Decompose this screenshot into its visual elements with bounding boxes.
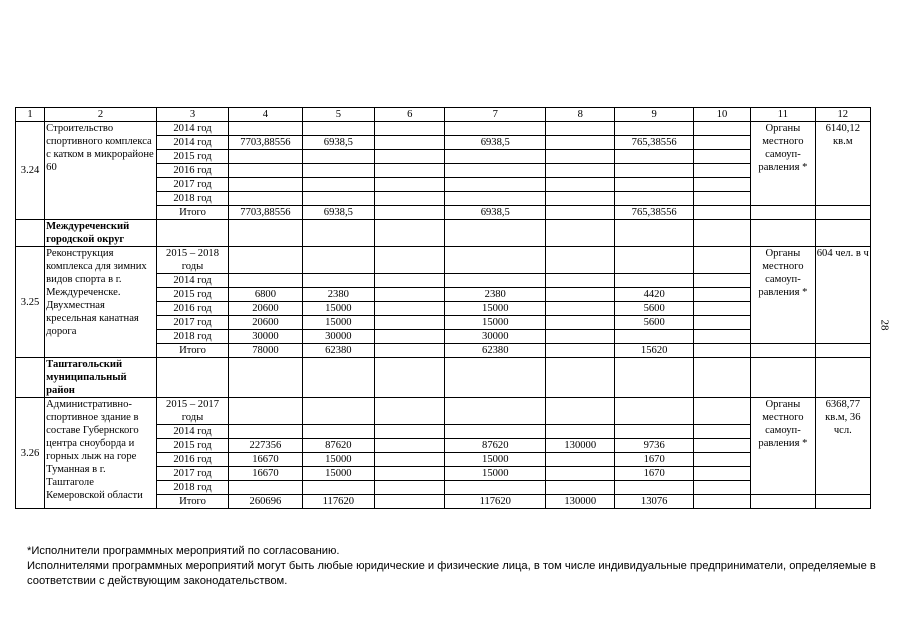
value-cell: 20600 (229, 316, 302, 330)
year-cell: Итого (156, 495, 228, 509)
value-cell (302, 247, 374, 274)
value-cell (375, 344, 445, 358)
value-cell: 117620 (302, 495, 374, 509)
value-cell (229, 481, 302, 495)
column-header: 7 (445, 108, 546, 122)
year-cell: 2017 год (156, 316, 228, 330)
value-cell: 7703,88556 (229, 136, 302, 150)
year-cell: 2017 год (156, 178, 228, 192)
value-cell (229, 398, 302, 425)
section-num-cell (16, 358, 45, 398)
page-number: 28 (878, 319, 891, 331)
value-cell (693, 398, 750, 425)
value-cell: 30000 (302, 330, 374, 344)
value-cell (445, 122, 546, 136)
section-empty-cell (375, 358, 445, 398)
section-empty-cell (615, 220, 693, 247)
value-cell (615, 481, 693, 495)
value-cell (229, 425, 302, 439)
value-cell (375, 274, 445, 288)
value-cell (375, 302, 445, 316)
value-cell (302, 192, 374, 206)
value-cell (302, 425, 374, 439)
value-cell (693, 150, 750, 164)
value-cell: 4420 (615, 288, 693, 302)
value-cell (546, 247, 615, 274)
value-cell (546, 192, 615, 206)
year-cell: 2015 год (156, 288, 228, 302)
value-cell (375, 425, 445, 439)
result-cell: 604 чел. в ч (815, 247, 870, 344)
item-number: 3.26 (16, 398, 45, 509)
section-empty-cell (546, 220, 615, 247)
column-header: 3 (156, 108, 228, 122)
section-title: Таштагольский муниципальный район (45, 358, 157, 398)
value-cell: 765,38556 (615, 206, 693, 220)
responsible-empty-cell (751, 344, 815, 358)
column-header: 1 (16, 108, 45, 122)
value-cell: 117620 (445, 495, 546, 509)
year-cell: 2016 год (156, 453, 228, 467)
value-cell (546, 150, 615, 164)
value-cell (375, 150, 445, 164)
value-cell (375, 122, 445, 136)
value-cell (375, 398, 445, 425)
value-cell (445, 398, 546, 425)
result-empty-cell (815, 206, 870, 220)
value-cell: 130000 (546, 439, 615, 453)
value-cell (546, 288, 615, 302)
value-cell (375, 178, 445, 192)
value-cell (375, 206, 445, 220)
section-empty-cell (751, 220, 815, 247)
year-cell: 2015 год (156, 150, 228, 164)
value-cell (375, 164, 445, 178)
column-header: 12 (815, 108, 870, 122)
value-cell: 87620 (302, 439, 374, 453)
section-empty-cell (693, 358, 750, 398)
result-empty-cell (815, 495, 870, 509)
column-header: 6 (375, 108, 445, 122)
value-cell (615, 247, 693, 274)
year-cell: Итого (156, 206, 228, 220)
value-cell (229, 122, 302, 136)
value-cell (693, 136, 750, 150)
value-cell (615, 398, 693, 425)
year-cell: 2016 год (156, 164, 228, 178)
value-cell (445, 481, 546, 495)
year-cell: 2015 – 2018 годы (156, 247, 228, 274)
value-cell (546, 316, 615, 330)
column-header: 4 (229, 108, 302, 122)
item-name: Строительство спортивного комплекса с катком в микрорайоне 60 (45, 122, 157, 220)
responsible-cell: Органы местного самоуп-равления * (751, 122, 815, 206)
section-row (16, 220, 871, 247)
value-cell (302, 150, 374, 164)
section-empty-cell (693, 220, 750, 247)
year-cell: 2015 – 2017 годы (156, 398, 228, 425)
value-cell (546, 206, 615, 220)
value-cell (693, 247, 750, 274)
value-cell (693, 453, 750, 467)
value-cell: 13076 (615, 495, 693, 509)
value-cell: 6938,5 (445, 136, 546, 150)
value-cell (546, 302, 615, 316)
responsible-cell: Органы местного самоуп-равления * (751, 398, 815, 495)
value-cell: 15000 (302, 453, 374, 467)
value-cell: 30000 (445, 330, 546, 344)
value-cell: 30000 (229, 330, 302, 344)
value-cell (302, 274, 374, 288)
value-cell (375, 288, 445, 302)
value-cell (693, 495, 750, 509)
value-cell (693, 274, 750, 288)
value-cell (445, 192, 546, 206)
table-header-row (16, 108, 871, 122)
value-cell (693, 481, 750, 495)
value-cell: 130000 (546, 495, 615, 509)
column-header: 2 (45, 108, 157, 122)
section-empty-cell (229, 220, 302, 247)
value-cell (546, 398, 615, 425)
section-empty-cell (751, 358, 815, 398)
responsible-empty-cell (751, 206, 815, 220)
value-cell (615, 330, 693, 344)
value-cell (693, 425, 750, 439)
item-number: 3.25 (16, 247, 45, 358)
value-cell: 227356 (229, 439, 302, 453)
value-cell (546, 122, 615, 136)
value-cell (302, 122, 374, 136)
column-header: 10 (693, 108, 750, 122)
value-cell (615, 164, 693, 178)
value-cell (229, 150, 302, 164)
value-cell: 15000 (445, 453, 546, 467)
value-cell (693, 316, 750, 330)
value-cell (375, 467, 445, 481)
value-cell: 5600 (615, 316, 693, 330)
responsible-empty-cell (751, 495, 815, 509)
value-cell: 15000 (302, 302, 374, 316)
value-cell (229, 178, 302, 192)
table-row (16, 398, 871, 425)
value-cell (546, 164, 615, 178)
value-cell: 6938,5 (302, 136, 374, 150)
value-cell (546, 330, 615, 344)
value-cell (375, 136, 445, 150)
value-cell (693, 288, 750, 302)
table-row (16, 247, 871, 274)
section-empty-cell (156, 358, 228, 398)
value-cell: 15000 (445, 316, 546, 330)
value-cell (693, 192, 750, 206)
value-cell (693, 206, 750, 220)
value-cell (445, 274, 546, 288)
value-cell (445, 425, 546, 439)
value-cell (445, 247, 546, 274)
value-cell (302, 164, 374, 178)
value-cell (546, 467, 615, 481)
value-cell: 16670 (229, 467, 302, 481)
value-cell (546, 178, 615, 192)
value-cell: 87620 (445, 439, 546, 453)
value-cell (693, 302, 750, 316)
value-cell (445, 164, 546, 178)
value-cell: 15000 (302, 467, 374, 481)
section-empty-cell (156, 220, 228, 247)
item-number: 3.24 (16, 122, 45, 220)
value-cell: 15620 (615, 344, 693, 358)
footnote-executors: *Исполнители программных мероприятий по согласованию. (27, 545, 340, 557)
value-cell (693, 178, 750, 192)
year-cell: 2014 год (156, 274, 228, 288)
value-cell: 15000 (445, 302, 546, 316)
value-cell (229, 192, 302, 206)
value-cell (445, 150, 546, 164)
section-empty-cell (302, 220, 374, 247)
year-cell: 2014 год (156, 136, 228, 150)
value-cell: 20600 (229, 302, 302, 316)
value-cell: 78000 (229, 344, 302, 358)
column-header: 5 (302, 108, 374, 122)
section-empty-cell (445, 220, 546, 247)
value-cell (693, 122, 750, 136)
year-cell: 2014 год (156, 122, 228, 136)
section-row (16, 358, 871, 398)
value-cell: 260696 (229, 495, 302, 509)
section-empty-cell (445, 358, 546, 398)
value-cell (375, 481, 445, 495)
item-name: Административно-спортивное здание в составе Губернского центра сноуборда и горных лыж на горе Туманная в г. Таштаголе Кемеровской области (45, 398, 157, 509)
section-empty-cell (229, 358, 302, 398)
value-cell: 16670 (229, 453, 302, 467)
value-cell (546, 274, 615, 288)
value-cell: 9736 (615, 439, 693, 453)
year-cell: 2015 год (156, 439, 228, 453)
value-cell (375, 439, 445, 453)
value-cell: 5600 (615, 302, 693, 316)
value-cell (615, 425, 693, 439)
value-cell (375, 330, 445, 344)
section-empty-cell (375, 220, 445, 247)
value-cell (229, 164, 302, 178)
value-cell (615, 274, 693, 288)
value-cell: 7703,88556 (229, 206, 302, 220)
column-header: 8 (546, 108, 615, 122)
year-cell: Итого (156, 344, 228, 358)
result-cell: 6368,77 кв.м, 36 чсл. (815, 398, 870, 495)
value-cell (375, 316, 445, 330)
value-cell (693, 164, 750, 178)
value-cell (546, 425, 615, 439)
value-cell (546, 136, 615, 150)
value-cell (615, 178, 693, 192)
value-cell: 62380 (445, 344, 546, 358)
section-title: Междуреченский городской округ (45, 220, 157, 247)
value-cell: 6938,5 (445, 206, 546, 220)
value-cell (302, 398, 374, 425)
program-table (15, 107, 871, 509)
section-empty-cell (615, 358, 693, 398)
year-cell: 2016 год (156, 302, 228, 316)
value-cell (693, 344, 750, 358)
section-empty-cell (815, 358, 870, 398)
value-cell (546, 344, 615, 358)
value-cell: 2380 (302, 288, 374, 302)
year-cell: 2018 год (156, 481, 228, 495)
table-row (16, 122, 871, 136)
responsible-cell: Органы местного самоуп-равления * (751, 247, 815, 344)
year-cell: 2017 год (156, 467, 228, 481)
year-cell: 2014 год (156, 425, 228, 439)
result-cell: 6140,12 кв.м (815, 122, 870, 206)
value-cell: 6938,5 (302, 206, 374, 220)
item-name: Реконструкция комплекса для зимних видов спорта в г. Междуреченске. Двухместная кресельная канатная дорога (45, 247, 157, 358)
value-cell (229, 247, 302, 274)
section-empty-cell (546, 358, 615, 398)
value-cell (546, 481, 615, 495)
value-cell (375, 247, 445, 274)
value-cell: 1670 (615, 467, 693, 481)
value-cell (615, 150, 693, 164)
value-cell: 15000 (445, 467, 546, 481)
value-cell (375, 192, 445, 206)
section-empty-cell (302, 358, 374, 398)
year-cell: 2018 год (156, 192, 228, 206)
value-cell (693, 467, 750, 481)
value-cell (445, 178, 546, 192)
section-num-cell (16, 220, 45, 247)
value-cell (546, 453, 615, 467)
footnotes (27, 544, 877, 589)
value-cell (693, 439, 750, 453)
value-cell (302, 178, 374, 192)
column-header: 11 (751, 108, 815, 122)
value-cell (615, 122, 693, 136)
value-cell: 62380 (302, 344, 374, 358)
value-cell: 1670 (615, 453, 693, 467)
value-cell (693, 330, 750, 344)
result-empty-cell (815, 344, 870, 358)
value-cell (229, 274, 302, 288)
value-cell: 2380 (445, 288, 546, 302)
value-cell (375, 495, 445, 509)
value-cell: 765,38556 (615, 136, 693, 150)
value-cell: 15000 (302, 316, 374, 330)
value-cell: 6800 (229, 288, 302, 302)
section-empty-cell (815, 220, 870, 247)
footnote-legal-entities: Исполнителями программных мероприятий могут быть любые юридические и физические лица, в том числе индивидуальные предприниматели, определяемые в соответствии с действующим законодательством. (27, 560, 876, 587)
value-cell (615, 192, 693, 206)
value-cell (375, 453, 445, 467)
column-header: 9 (615, 108, 693, 122)
year-cell: 2018 год (156, 330, 228, 344)
value-cell (302, 481, 374, 495)
